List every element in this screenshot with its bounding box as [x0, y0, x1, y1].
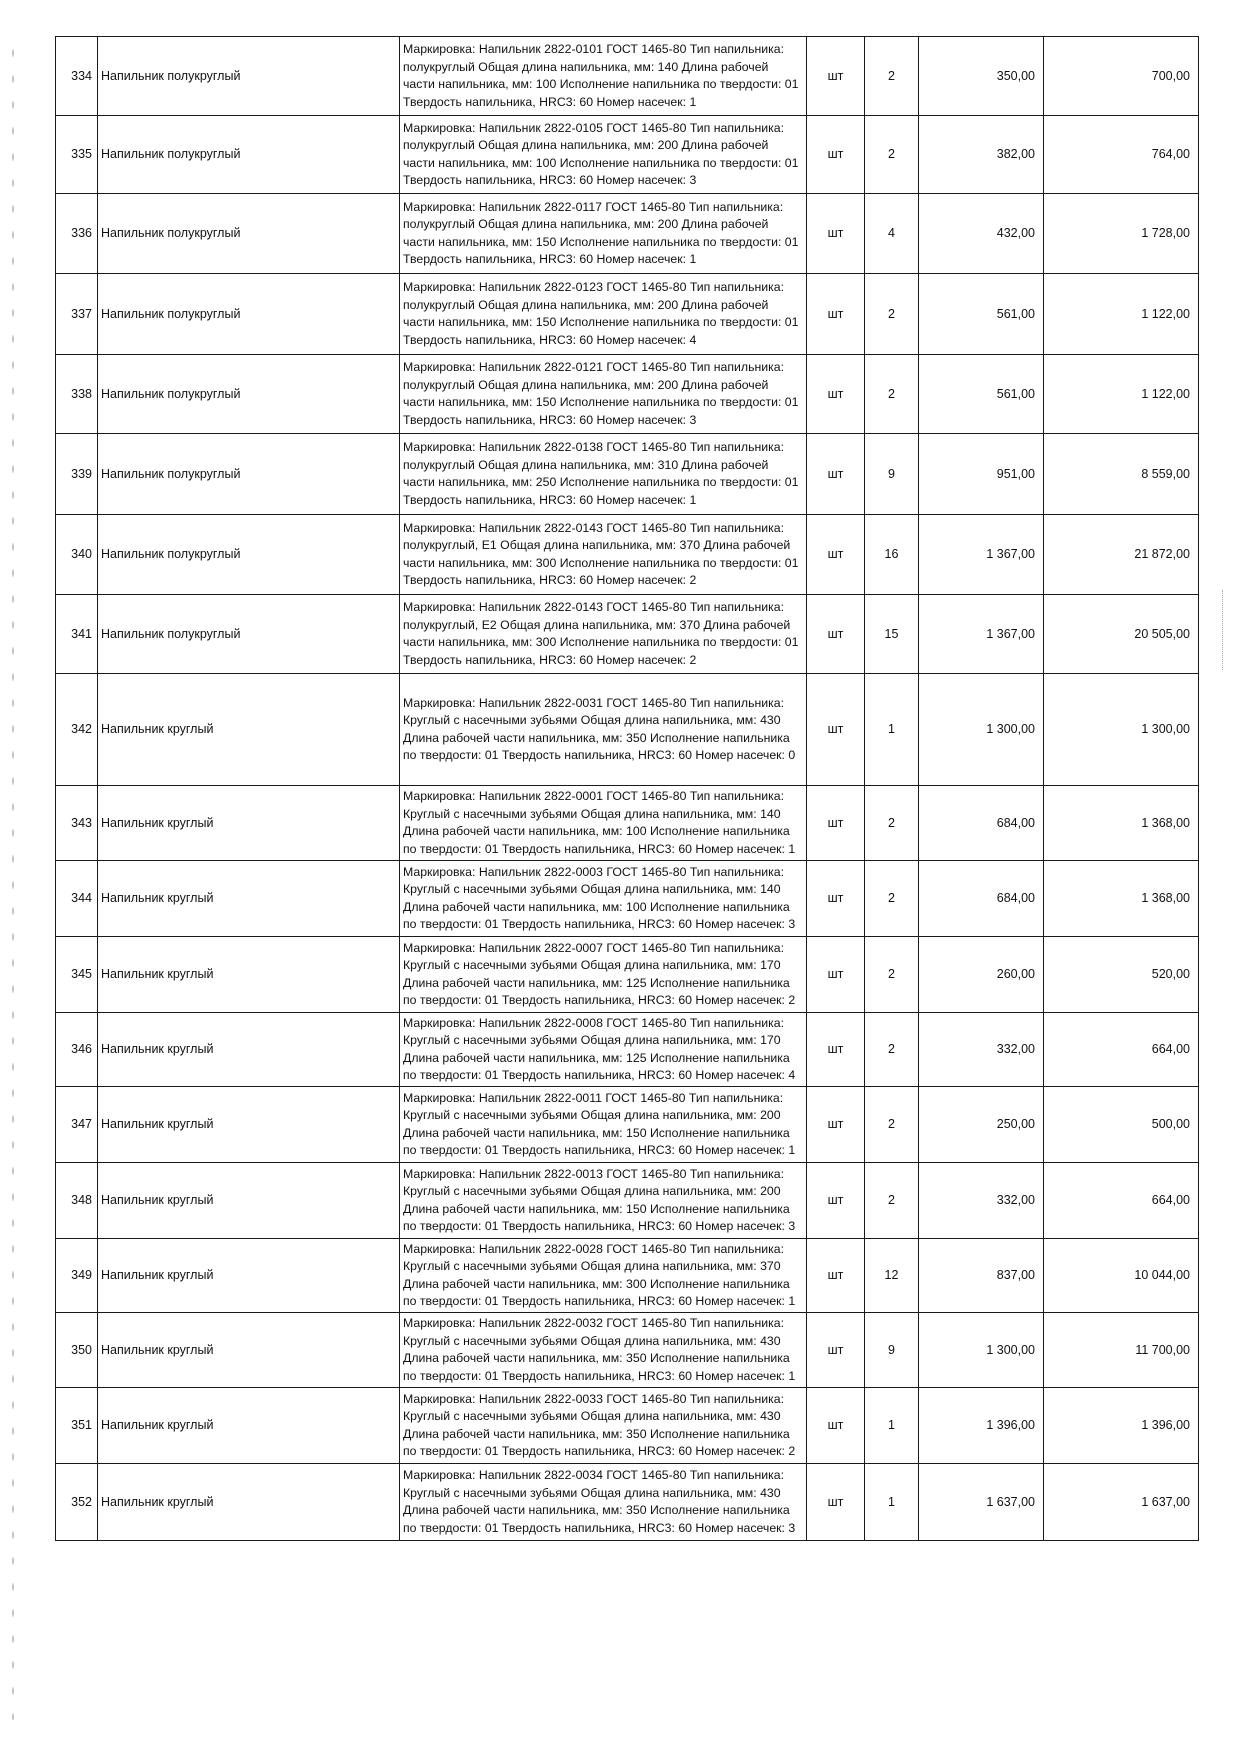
table-row: [56, 1163, 1199, 1239]
table-row: [56, 861, 1199, 937]
item-unit: шт: [807, 595, 865, 674]
row-number: 348: [56, 1163, 98, 1239]
row-number: 352: [56, 1464, 98, 1541]
item-name: Напильник круглый: [98, 786, 400, 861]
row-number: 336: [56, 194, 98, 274]
items-table-body: [56, 37, 1199, 1541]
row-number: 351: [56, 1388, 98, 1464]
item-description: Маркировка: Напильник 2822-0032 ГОСТ 1465-80 Тип напильника: Круглый с насечными зубьями Общая длина напильника, мм: 430 Длина рабочей части напильника, мм: 350 Исполнение напильника по твердости: 01 Твердость напильника, HRC3: 60 Номер насечек: 1: [400, 1313, 807, 1388]
item-quantity: 2: [865, 1013, 919, 1087]
item-total: 500,00: [1044, 1087, 1199, 1163]
item-total: 1 300,00: [1044, 674, 1199, 786]
item-quantity: 1: [865, 674, 919, 786]
item-unit: шт: [807, 434, 865, 515]
item-name: Напильник круглый: [98, 861, 400, 937]
item-unit: шт: [807, 194, 865, 274]
row-number: 341: [56, 595, 98, 674]
item-total: 1 396,00: [1044, 1388, 1199, 1464]
item-unit: шт: [807, 1239, 865, 1313]
item-description: Маркировка: Напильник 2822-0117 ГОСТ 1465-80 Тип напильника: полукруглый Общая длина напильника, мм: 200 Длина рабочей части напильника, мм: 150 Исполнение напильника по твердости: 01 Твердость напильника, HRC3: 60 Номер насечек: 1: [400, 194, 807, 274]
item-unit: шт: [807, 37, 865, 116]
item-price: 350,00: [919, 37, 1044, 116]
row-number: 334: [56, 37, 98, 116]
item-name: Напильник полукруглый: [98, 434, 400, 515]
item-price: 1 637,00: [919, 1464, 1044, 1541]
item-description: Маркировка: Напильник 2822-0003 ГОСТ 1465-80 Тип напильника: Круглый с насечными зубьями Общая длина напильника, мм: 140 Длина рабочей части напильника, мм: 100 Исполнение напильника по твердости: 01 Твердость напильника, HRC3: 60 Номер насечек: 3: [400, 861, 807, 937]
item-description: Маркировка: Напильник 2822-0011 ГОСТ 1465-80 Тип напильника: Круглый с насечными зубьями Общая длина напильника, мм: 200 Длина рабочей части напильника, мм: 150 Исполнение напильника по твердости: 01 Твердость напильника, HRC3: 60 Номер насечек: 1: [400, 1087, 807, 1163]
item-price: 432,00: [919, 194, 1044, 274]
item-description: Маркировка: Напильник 2822-0001 ГОСТ 1465-80 Тип напильника: Круглый с насечными зубьями Общая длина напильника, мм: 140 Длина рабочей части напильника, мм: 100 Исполнение напильника по твердости: 01 Твердость напильника, HRC3: 60 Номер насечек: 1: [400, 786, 807, 861]
item-description: Маркировка: Напильник 2822-0138 ГОСТ 1465-80 Тип напильника: полукруглый Общая длина напильника, мм: 310 Длина рабочей части напильника, мм: 250 Исполнение напильника по твердости: 01 Твердость напильника, HRC3: 60 Номер насечек: 1: [400, 434, 807, 515]
item-total: 1 122,00: [1044, 355, 1199, 434]
item-total: 520,00: [1044, 937, 1199, 1013]
item-unit: шт: [807, 861, 865, 937]
item-name: Напильник полукруглый: [98, 37, 400, 116]
item-name: Напильник круглый: [98, 1464, 400, 1541]
item-quantity: 2: [865, 116, 919, 194]
item-description: Маркировка: Напильник 2822-0028 ГОСТ 1465-80 Тип напильника: Круглый с насечными зубьями Общая длина напильника, мм: 370 Длина рабочей части напильника, мм: 300 Исполнение напильника по твердости: 01 Твердость напильника, HRC3: 60 Номер насечек: 1: [400, 1239, 807, 1313]
item-price: 332,00: [919, 1163, 1044, 1239]
item-total: 1 122,00: [1044, 274, 1199, 355]
item-total: 664,00: [1044, 1163, 1199, 1239]
item-description: Маркировка: Напильник 2822-0143 ГОСТ 1465-80 Тип напильника: полукруглый, Е1 Общая длина напильника, мм: 370 Длина рабочей части напильника, мм: 300 Исполнение напильника по твердости: 01 Твердость напильника, HRC3: 60 Номер насечек: 2: [400, 515, 807, 595]
item-price: 684,00: [919, 861, 1044, 937]
item-price: 684,00: [919, 786, 1044, 861]
table-row: [56, 355, 1199, 434]
table-row: [56, 937, 1199, 1013]
item-unit: шт: [807, 1087, 865, 1163]
item-name: Напильник круглый: [98, 1087, 400, 1163]
item-price: 382,00: [919, 116, 1044, 194]
item-quantity: 2: [865, 1163, 919, 1239]
item-price: 1 396,00: [919, 1388, 1044, 1464]
item-total: 1 637,00: [1044, 1464, 1199, 1541]
table-row: [56, 515, 1199, 595]
item-price: 332,00: [919, 1013, 1044, 1087]
item-unit: шт: [807, 116, 865, 194]
item-quantity: 2: [865, 274, 919, 355]
item-unit: шт: [807, 1464, 865, 1541]
item-price: 1 300,00: [919, 674, 1044, 786]
table-row: [56, 1239, 1199, 1313]
row-number: 338: [56, 355, 98, 434]
item-total: 1 728,00: [1044, 194, 1199, 274]
table-row: [56, 37, 1199, 116]
item-name: Напильник полукруглый: [98, 515, 400, 595]
scan-margin-marks: [10, 40, 16, 1720]
item-quantity: 2: [865, 937, 919, 1013]
item-description: Маркировка: Напильник 2822-0034 ГОСТ 1465-80 Тип напильника: Круглый с насечными зубьями Общая длина напильника, мм: 430 Длина рабочей части напильника, мм: 350 Исполнение напильника по твердости: 01 Твердость напильника, HRC3: 60 Номер насечек: 3: [400, 1464, 807, 1541]
item-price: 837,00: [919, 1239, 1044, 1313]
item-quantity: 1: [865, 1464, 919, 1541]
table-row: [56, 595, 1199, 674]
item-quantity: 4: [865, 194, 919, 274]
row-number: 346: [56, 1013, 98, 1087]
items-table: [55, 36, 1199, 1541]
item-description: Маркировка: Напильник 2822-0008 ГОСТ 1465-80 Тип напильника: Круглый с насечными зубьями Общая длина напильника, мм: 170 Длина рабочей части напильника, мм: 125 Исполнение напильника по твердости: 01 Твердость напильника, HRC3: 60 Номер насечек: 4: [400, 1013, 807, 1087]
item-unit: шт: [807, 674, 865, 786]
row-number: 335: [56, 116, 98, 194]
table-row: [56, 1013, 1199, 1087]
item-quantity: 2: [865, 1087, 919, 1163]
item-quantity: 12: [865, 1239, 919, 1313]
item-name: Напильник круглый: [98, 1313, 400, 1388]
item-name: Напильник круглый: [98, 1388, 400, 1464]
table-row: [56, 194, 1199, 274]
table-row: [56, 1388, 1199, 1464]
table-row: [56, 674, 1199, 786]
item-name: Напильник круглый: [98, 1163, 400, 1239]
item-unit: шт: [807, 1313, 865, 1388]
table-row: [56, 786, 1199, 861]
item-total: 20 505,00: [1044, 595, 1199, 674]
item-price: 1 367,00: [919, 595, 1044, 674]
item-name: Напильник круглый: [98, 1013, 400, 1087]
item-quantity: 16: [865, 515, 919, 595]
item-total: 10 044,00: [1044, 1239, 1199, 1313]
item-unit: шт: [807, 1013, 865, 1087]
item-price: 1 300,00: [919, 1313, 1044, 1388]
row-number: 339: [56, 434, 98, 515]
item-name: Напильник полукруглый: [98, 274, 400, 355]
item-name: Напильник круглый: [98, 674, 400, 786]
table-row: [56, 434, 1199, 515]
item-name: Напильник круглый: [98, 1239, 400, 1313]
table-row: [56, 1087, 1199, 1163]
table-row: [56, 1313, 1199, 1388]
item-description: Маркировка: Напильник 2822-0121 ГОСТ 1465-80 Тип напильника: полукруглый Общая длина напильника, мм: 200 Длина рабочей части напильника, мм: 150 Исполнение напильника по твердости: 01 Твердость напильника, HRC3: 60 Номер насечек: 3: [400, 355, 807, 434]
item-unit: шт: [807, 1163, 865, 1239]
item-description: Маркировка: Напильник 2822-0007 ГОСТ 1465-80 Тип напильника: Круглый с насечными зубьями Общая длина напильника, мм: 170 Длина рабочей части напильника, мм: 125 Исполнение напильника по твердости: 01 Твердость напильника, HRC3: 60 Номер насечек: 2: [400, 937, 807, 1013]
item-total: 1 368,00: [1044, 786, 1199, 861]
item-total: 700,00: [1044, 37, 1199, 116]
item-total: 21 872,00: [1044, 515, 1199, 595]
row-number: 342: [56, 674, 98, 786]
item-price: 951,00: [919, 434, 1044, 515]
row-number: 343: [56, 786, 98, 861]
item-name: Напильник полукруглый: [98, 194, 400, 274]
item-price: 1 367,00: [919, 515, 1044, 595]
item-quantity: 9: [865, 434, 919, 515]
item-total: 664,00: [1044, 1013, 1199, 1087]
item-quantity: 1: [865, 1388, 919, 1464]
item-description: Маркировка: Напильник 2822-0105 ГОСТ 1465-80 Тип напильника: полукруглый Общая длина напильника, мм: 200 Длина рабочей части напильника, мм: 100 Исполнение напильника по твердости: 01 Твердость напильника, HRC3: 60 Номер насечек: 3: [400, 116, 807, 194]
row-number: 344: [56, 861, 98, 937]
item-quantity: 9: [865, 1313, 919, 1388]
item-description: Маркировка: Напильник 2822-0033 ГОСТ 1465-80 Тип напильника: Круглый с насечными зубьями Общая длина напильника, мм: 430 Длина рабочей части напильника, мм: 350 Исполнение напильника по твердости: 01 Твердость напильника, HRC3: 60 Номер насечек: 2: [400, 1388, 807, 1464]
item-total: 1 368,00: [1044, 861, 1199, 937]
item-description: Маркировка: Напильник 2822-0123 ГОСТ 1465-80 Тип напильника: полукруглый Общая длина напильника, мм: 200 Длина рабочей части напильника, мм: 150 Исполнение напильника по твердости: 01 Твердость напильника, HRC3: 60 Номер насечек: 4: [400, 274, 807, 355]
item-price: 260,00: [919, 937, 1044, 1013]
item-unit: шт: [807, 786, 865, 861]
item-name: Напильник полукруглый: [98, 595, 400, 674]
row-number: 340: [56, 515, 98, 595]
item-quantity: 2: [865, 355, 919, 434]
item-description: Маркировка: Напильник 2822-0013 ГОСТ 1465-80 Тип напильника: Круглый с насечными зубьями Общая длина напильника, мм: 200 Длина рабочей части напильника, мм: 150 Исполнение напильника по твердости: 01 Твердость напильника, HRC3: 60 Номер насечек: 3: [400, 1163, 807, 1239]
item-description: Маркировка: Напильник 2822-0031 ГОСТ 1465-80 Тип напильника: Круглый с насечными зубьями Общая длина напильника, мм: 430 Длина рабочей части напильника, мм: 350 Исполнение напильника по твердости: 01 Твердость напильника, HRC3: 60 Номер насечек: 0: [400, 674, 807, 786]
item-total: 8 559,00: [1044, 434, 1199, 515]
item-unit: шт: [807, 515, 865, 595]
row-number: 349: [56, 1239, 98, 1313]
item-name: Напильник полукруглый: [98, 116, 400, 194]
item-name: Напильник круглый: [98, 937, 400, 1013]
document-sheet: [55, 36, 1198, 1541]
item-unit: шт: [807, 355, 865, 434]
item-quantity: 2: [865, 786, 919, 861]
item-name: Напильник полукруглый: [98, 355, 400, 434]
table-row: [56, 274, 1199, 355]
row-number: 337: [56, 274, 98, 355]
item-total: 11 700,00: [1044, 1313, 1199, 1388]
item-unit: шт: [807, 1388, 865, 1464]
item-price: 561,00: [919, 355, 1044, 434]
table-row: [56, 1464, 1199, 1541]
scan-margin-marks-right: [1222, 590, 1227, 670]
row-number: 347: [56, 1087, 98, 1163]
item-description: Маркировка: Напильник 2822-0143 ГОСТ 1465-80 Тип напильника: полукруглый, Е2 Общая длина напильника, мм: 370 Длина рабочей части напильника, мм: 300 Исполнение напильника по твердости: 01 Твердость напильника, HRC3: 60 Номер насечек: 2: [400, 595, 807, 674]
table-row: [56, 116, 1199, 194]
item-quantity: 2: [865, 37, 919, 116]
item-description: Маркировка: Напильник 2822-0101 ГОСТ 1465-80 Тип напильника: полукруглый Общая длина напильника, мм: 140 Длина рабочей части напильника, мм: 100 Исполнение напильника по твердости: 01 Твердость напильника, HRC3: 60 Номер насечек: 1: [400, 37, 807, 116]
row-number: 345: [56, 937, 98, 1013]
item-total: 764,00: [1044, 116, 1199, 194]
item-quantity: 2: [865, 861, 919, 937]
item-price: 561,00: [919, 274, 1044, 355]
item-price: 250,00: [919, 1087, 1044, 1163]
item-unit: шт: [807, 274, 865, 355]
item-unit: шт: [807, 937, 865, 1013]
row-number: 350: [56, 1313, 98, 1388]
item-quantity: 15: [865, 595, 919, 674]
